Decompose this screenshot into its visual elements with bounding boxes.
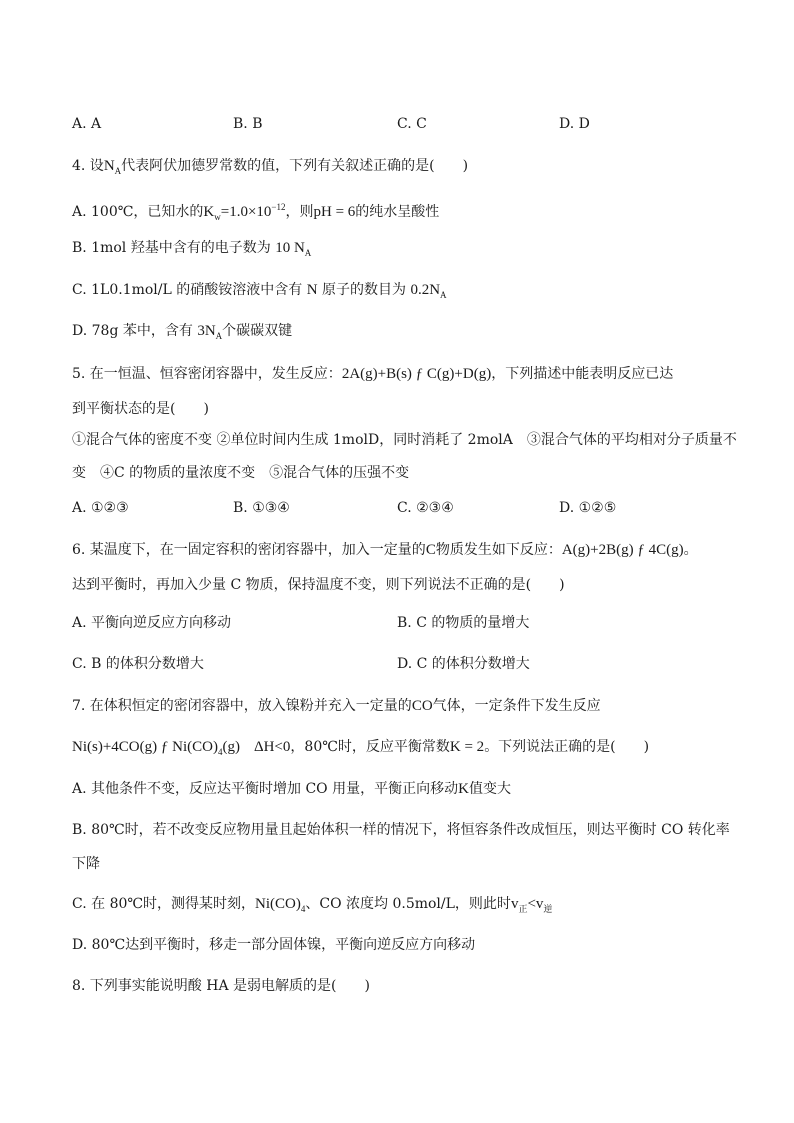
- q7-reaction-equation: Ni(s)+4CO(g) ƒ $Ni(CO)_4(g)$: [72, 739, 240, 757]
- q6-stem: 6. 某温度下，在一固定容积的密闭容器中，加入一定量的C物质发生如下反应：A(g)+2B(g) ƒ 4C(g)。: [72, 542, 698, 558]
- q6-option-a: A. 平衡向逆反应方向移动: [72, 615, 232, 631]
- q6-option-b: B. C 的物质的量增大: [397, 615, 530, 631]
- q4-option-a: A. 100℃，已知水的$K_w=1.0\times 10^{-12}$，则pH = 6的纯水呈酸性: [72, 202, 440, 222]
- q5-stem-line2: 到平衡状态的是( ): [72, 401, 209, 417]
- q4-option-c: C. 1L0.1mol/L 的硝酸铵溶液中含有 N 原子的数目为 $0.2N_A$: [72, 282, 447, 300]
- q4-option-d: D. 78g 苯中，含有 $3N_A$个碳碳双键: [72, 323, 293, 341]
- q7-stem-line2: Ni(s)+4CO(g) ƒ $Ni(CO)_4(g)$ ΔH<0，80℃时，反应平衡常数K = 2。下列说法正确的是( ): [72, 739, 650, 757]
- q5-option-d: D. ①②⑤: [559, 500, 617, 516]
- q7-option-b-line2: 下降: [72, 856, 100, 872]
- q3-option-c: C. C: [397, 116, 427, 132]
- q7-stem: 7. 在体积恒定的密闭容器中，放入镍粉并充入一定量的CO气体，一定条件下发生反应: [72, 698, 601, 714]
- q5-option-c: C. ②③④: [397, 500, 454, 516]
- q4-stem: 4. 设$N_A$代表阿伏加德罗常数的值，下列有关叙述正确的是( ): [72, 158, 469, 176]
- q6-option-d: D. C 的体积分数增大: [397, 656, 530, 672]
- q5-stem: 5. 在一恒温、恒容密闭容器中，发生反应：2A(g)+B(s) ƒ C(g)+D(g)，下列描述中能表明反应已达: [72, 366, 674, 382]
- q6-stem-line2: 达到平衡时，再加入少量 C 物质，保持温度不变，则下列说法不正确的是( ): [72, 577, 565, 593]
- na-symbol: $N_A$: [103, 158, 122, 176]
- q5-option-a: A. ①②③: [72, 500, 129, 516]
- q6-reaction-equation: A(g)+2B(g) ƒ 4C(g): [561, 542, 684, 558]
- q3-option-a: A. A: [72, 116, 102, 132]
- q5-option-b: B. ①③④: [233, 500, 290, 516]
- q3-option-b: B. B: [233, 116, 263, 132]
- q5-items-line1: ①混合气体的密度不变 ②单位时间内生成 1molD，同时消耗了 2molA ③混合气体的平均相对分子质量不: [72, 432, 737, 448]
- q8-stem: 8. 下列事实能说明酸 HA 是弱电解质的是( ): [72, 978, 370, 994]
- q7-option-b-line1: B. 80℃时，若不改变反应物用量且起始体积一样的情况下，将恒容条件改成恒压，则达平衡时 CO 转化率: [72, 822, 730, 838]
- q7-option-c: C. 在 80℃时，测得某时刻，$Ni(CO)_4$、CO 浓度均 0.5mol/L，则此时$v_正<v_逆$: [72, 896, 553, 914]
- q3-option-d: D. D: [559, 116, 590, 132]
- q7-option-a: A. 其他条件不变，反应达平衡时增加 CO 用量，平衡正向移动K值变大: [72, 781, 511, 797]
- q6-option-c: C. B 的体积分数增大: [72, 656, 204, 672]
- q4-option-b: B. 1mol 羟基中含有的电子数为 10 $N_A$: [72, 240, 312, 258]
- q5-reaction-equation: 2A(g)+B(s) ƒ C(g)+D(g): [341, 366, 492, 382]
- q5-items-line2: 变 ④C 的物质的量浓度不变 ⑤混合气体的压强不变: [72, 465, 410, 481]
- q7-option-d: D. 80℃达到平衡时，移走一部分固体镍，平衡向逆反应方向移动: [72, 937, 476, 953]
